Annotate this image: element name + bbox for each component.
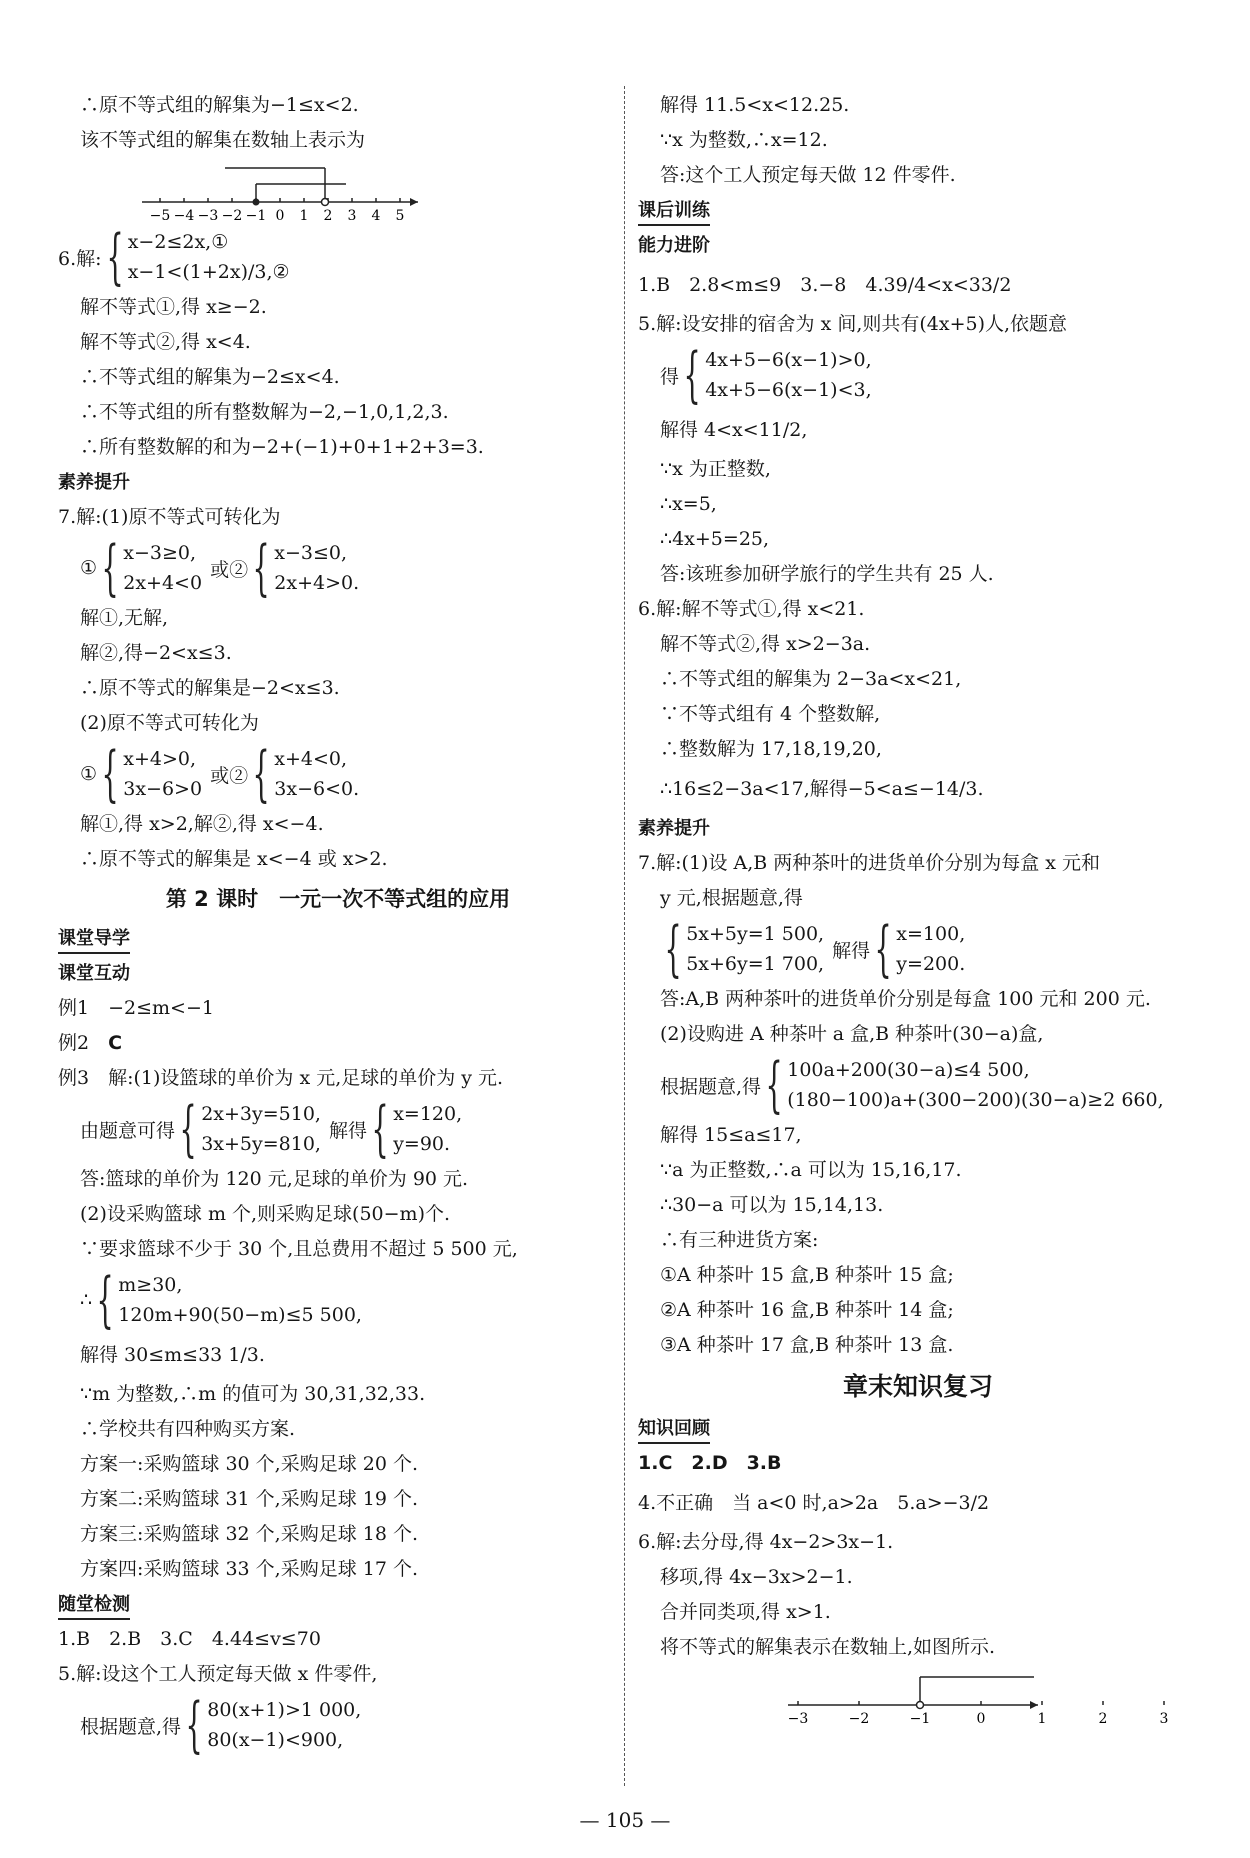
text-line: 将不等式的解集表示在数轴上,如图所示. (660, 1636, 996, 1658)
text-line: ∴不等式组的解集为−2≤x<4. (80, 366, 340, 388)
eq-line: x=120, (393, 1103, 463, 1125)
tick-label: 2 (323, 208, 333, 224)
lesson-title: 第 2 课时 一元一次不等式组的应用 (165, 887, 511, 911)
text-line: 答:该班参加研学旅行的学生共有 25 人. (660, 563, 994, 585)
tick-label: 4 (371, 208, 381, 224)
tick-label: −2 (221, 208, 243, 224)
brace-icon: { (185, 1690, 203, 1760)
text-line: 方案二:采购篮球 31 个,采购足球 19 个. (80, 1488, 418, 1510)
text-line: y 元,根据题意,得 (660, 887, 803, 909)
eq-line: 3x+5y=810, (201, 1133, 321, 1155)
tick-label: −1 (245, 208, 267, 224)
text-line: 解得 15≤a≤17, (660, 1124, 802, 1146)
tick-label: 1 (299, 208, 309, 224)
text-line: 例1 −2≤m<−1 (58, 997, 214, 1019)
column-divider (624, 86, 625, 1786)
eq-line: x−2≤2x,① (127, 231, 229, 253)
text-line: ∴16≤2−3a<17,解得−5<a≤−14/3. (660, 778, 984, 800)
ex3-system-2 (58, 1267, 618, 1333)
eq-line: x+4<0, (274, 748, 348, 770)
brace-icon: { (252, 739, 270, 809)
text-line: 解①,无解, (80, 607, 169, 629)
eq-line: x−3≥0, (123, 542, 197, 564)
text-line: ∵a 为正整数,∴a 可以为 15,16,17. (660, 1159, 962, 1181)
q7-system-2 (638, 1052, 1198, 1118)
text-line: ∵x 为正整数, (660, 458, 771, 480)
text-line: 1.C 2.D 3.B (638, 1452, 782, 1474)
brace-icon: { (106, 222, 124, 292)
text-line: 解不等式①,得 x≥−2. (80, 296, 267, 318)
section-heading: 课后训练 (638, 198, 710, 226)
brace-icon: { (96, 1265, 114, 1335)
text-line: (2)设采购篮球 m 个,则采购足球(50−m)个. (80, 1203, 451, 1225)
tick-label: 0 (275, 208, 285, 224)
eq-line: 80(x+1)>1 000, (207, 1699, 362, 1721)
text-line: ∴不等式组的解集为 2−3a<x<21, (660, 668, 962, 690)
tick-label: −5 (149, 208, 171, 224)
text-line: 4.不正确 当 a<0 时,a>2a 5.a>−3/2 (638, 1492, 990, 1514)
text-line: 6.解:解不等式①,得 x<21. (638, 598, 865, 620)
text-line: 方案一:采购篮球 30 个,采购足球 20 个. (80, 1453, 418, 1475)
q6-system (58, 224, 618, 290)
tick-label: −2 (848, 1711, 870, 1727)
text-line: (2)原不等式可转化为 (80, 712, 259, 734)
eq-line: x=100, (896, 923, 966, 945)
text-line: 7.解:(1)原不等式可转化为 (58, 506, 281, 528)
text-line: 解②,得−2<x≤3. (80, 642, 232, 664)
eq-line: 2x+4<0 (123, 572, 203, 594)
tick-label: 1 (1037, 1711, 1047, 1727)
text-line: ∴整数解为 17,18,19,20, (660, 738, 882, 760)
circle-one-icon: ① (80, 557, 98, 579)
right-column (638, 88, 1198, 1731)
text-line: ∵m 为整数,∴m 的值可为 30,31,32,33. (80, 1383, 426, 1405)
text-line: 5.解:设这个工人预定每天做 x 件零件, (58, 1663, 378, 1685)
text-line: ∴30−a 可以为 15,14,13. (660, 1194, 884, 1216)
answer: C (108, 1032, 123, 1054)
text-line: ∵要求篮球不少于 30 个,且总费用不超过 5 500 元, (80, 1238, 518, 1260)
q5-system (638, 342, 1198, 408)
text-line: ∴原不等式的解集是 x<−4 或 x>2. (80, 848, 388, 870)
page-number: — 105 — (579, 1808, 671, 1832)
eq-line: 120m+90(50−m)≤5 500, (118, 1304, 362, 1326)
text-line: ③A 种茶叶 17 盒,B 种茶叶 13 盒. (660, 1334, 954, 1356)
eq-line: 2x+4>0. (274, 572, 360, 594)
tick-label: −1 (909, 1711, 931, 1727)
or-text: 或② (210, 764, 249, 787)
text-line: ②A 种茶叶 16 盒,B 种茶叶 14 盒; (660, 1299, 954, 1321)
chapter-title: 章末知识复习 (842, 1372, 993, 1401)
text-line: 方案三:采购篮球 32 个,采购足球 18 个. (80, 1523, 418, 1545)
text-line: ∴不等式组的所有整数解为−2,−1,0,1,2,3. (80, 401, 449, 423)
eq-line: y=90. (393, 1133, 451, 1155)
brace-icon: { (765, 1050, 783, 1120)
st5-system (58, 1692, 618, 1758)
or-text: 或② (210, 558, 249, 581)
text-line: 合并同类项,得 x>1. (660, 1601, 831, 1623)
eq-line: x−3≤0, (274, 542, 348, 564)
tick-label: −4 (173, 208, 195, 224)
text-span: 根据题意,得 (80, 1715, 182, 1738)
therefore-icon: ∴ (80, 1289, 93, 1311)
text-line: 解①,得 x>2,解②,得 x<−4. (80, 813, 324, 835)
brace-icon: { (683, 340, 701, 410)
brace-icon: { (664, 914, 682, 984)
brace-icon: { (874, 914, 892, 984)
eq-line: m≥30, (118, 1274, 183, 1296)
text-line: 6.解:去分母,得 4x−2>3x−1. (638, 1531, 894, 1553)
eq-line: (180−100)a+(300−200)(30−a)≥2 660, (787, 1089, 1164, 1111)
text-line: ∴学校共有四种购买方案. (80, 1418, 296, 1440)
circle-one-icon: ① (80, 763, 98, 785)
eq-line: 2x+3y=510, (201, 1103, 321, 1125)
text-line: ∴有三种进货方案: (660, 1229, 819, 1251)
text-line: 解得 4<x<11/2, (660, 419, 808, 441)
eq-line: 3x−6<0. (274, 778, 360, 800)
text-span: 由题意可得 (80, 1119, 176, 1142)
text-line: 5.解:设安排的宿舍为 x 间,则共有(4x+5)人,依题意 (638, 313, 1068, 335)
eq-line: 4x+5−6(x−1)>0, (705, 349, 872, 371)
q6-label: 6.解: (58, 247, 102, 270)
text-line: 解得 30≤m≤33 1/3. (80, 1344, 265, 1366)
section-heading: 随堂检测 (58, 1592, 130, 1620)
text-line: 7.解:(1)设 A,B 两种茶叶的进货单价分别为每盒 x 元和 (638, 852, 1101, 874)
text-line: 例3 解:(1)设篮球的单价为 x 元,足球的单价为 y 元. (58, 1067, 504, 1089)
text-line: 解不等式②,得 x<4. (80, 331, 251, 353)
tick-label: 0 (976, 1711, 986, 1727)
text-line: 解不等式②,得 x>2−3a. (660, 633, 871, 655)
text-line: 移项,得 4x−3x>2−1. (660, 1566, 853, 1588)
eq-line: 5x+5y=1 500, (686, 923, 825, 945)
text-line: 答:篮球的单价为 120 元,足球的单价为 90 元. (80, 1168, 469, 1190)
text-line: ∴原不等式的解集是−2<x≤3. (80, 677, 340, 699)
eq-line: x+4>0, (123, 748, 197, 770)
text-line: (2)设购进 A 种茶叶 a 盒,B 种茶叶(30−a)盒, (660, 1023, 1044, 1045)
text-line: 解得 11.5<x<12.25. (660, 94, 850, 116)
text-line: 答:这个工人预定每天做 12 件零件. (660, 164, 956, 186)
eq-line: 5x+6y=1 700, (686, 953, 825, 975)
section-heading: 素养提升 (58, 472, 130, 493)
text-span: 解得 (832, 939, 871, 962)
tick-label: −3 (197, 208, 219, 224)
tick-label: −3 (787, 1711, 809, 1727)
text-line (58, 1026, 618, 1061)
example-label: 例2 (58, 1032, 90, 1054)
eq-line: x−1<(1+2x)/3,② (127, 261, 290, 283)
left-column (58, 88, 618, 1758)
q7-system-2 (58, 741, 618, 807)
q7-system-1 (58, 535, 618, 601)
text-line: ∵x 为整数,∴x=12. (660, 129, 828, 151)
eq-line: 100a+200(30−a)≤4 500, (787, 1059, 1030, 1081)
text-line: ∴原不等式组的解集为−1≤x<2. (80, 94, 359, 116)
section-heading: 能力进阶 (638, 235, 710, 256)
section-heading: 课堂互动 (58, 963, 130, 984)
tick-label: 3 (1159, 1711, 1169, 1727)
q7-system (638, 916, 1198, 982)
tick-label: 5 (395, 208, 405, 224)
ex3-system (58, 1096, 618, 1162)
eq-line: y=200. (896, 953, 966, 975)
eq-line: 3x−6>0 (123, 778, 203, 800)
text-line: ∴x=5, (660, 493, 717, 515)
number-line-figure (58, 158, 618, 224)
section-heading: 素养提升 (638, 818, 710, 839)
brace-icon: { (101, 739, 119, 809)
text-line: ∴所有整数解的和为−2+(−1)+0+1+2+3=3. (80, 436, 484, 458)
text-span: 根据题意,得 (660, 1075, 762, 1098)
brace-icon: { (179, 1094, 197, 1164)
text-line: 答:A,B 两种茶叶的进货单价分别是每盒 100 元和 200 元. (660, 988, 1151, 1010)
eq-line: 4x+5−6(x−1)<3, (705, 379, 872, 401)
number-line-figure-2 (638, 1665, 1198, 1731)
text-span: 解得 (328, 1119, 367, 1142)
section-heading: 课堂导学 (58, 926, 130, 954)
brace-icon: { (101, 533, 119, 603)
tick-label: 3 (347, 208, 357, 224)
eq-line: 80(x−1)<900, (207, 1729, 344, 1751)
text-line: 1.B 2.B 3.C 4.44≤v≤70 (58, 1628, 321, 1650)
text-span: 得 (660, 365, 680, 388)
tick-label: 2 (1098, 1711, 1108, 1727)
section-heading: 知识回顾 (638, 1416, 710, 1444)
brace-icon: { (371, 1094, 389, 1164)
text-line: ∴4x+5=25, (660, 528, 770, 550)
text-line: 该不等式组的解集在数轴上表示为 (80, 129, 366, 151)
brace-icon: { (252, 533, 270, 603)
text-line: ①A 种茶叶 15 盒,B 种茶叶 15 盒; (660, 1264, 954, 1286)
text-line: 方案四:采购篮球 33 个,采购足球 17 个. (80, 1558, 418, 1580)
text-line: 1.B 2.8<m≤9 3.−8 4.39/4<x<33/2 (638, 274, 1012, 296)
text-line: ∵不等式组有 4 个整数解, (660, 703, 881, 725)
